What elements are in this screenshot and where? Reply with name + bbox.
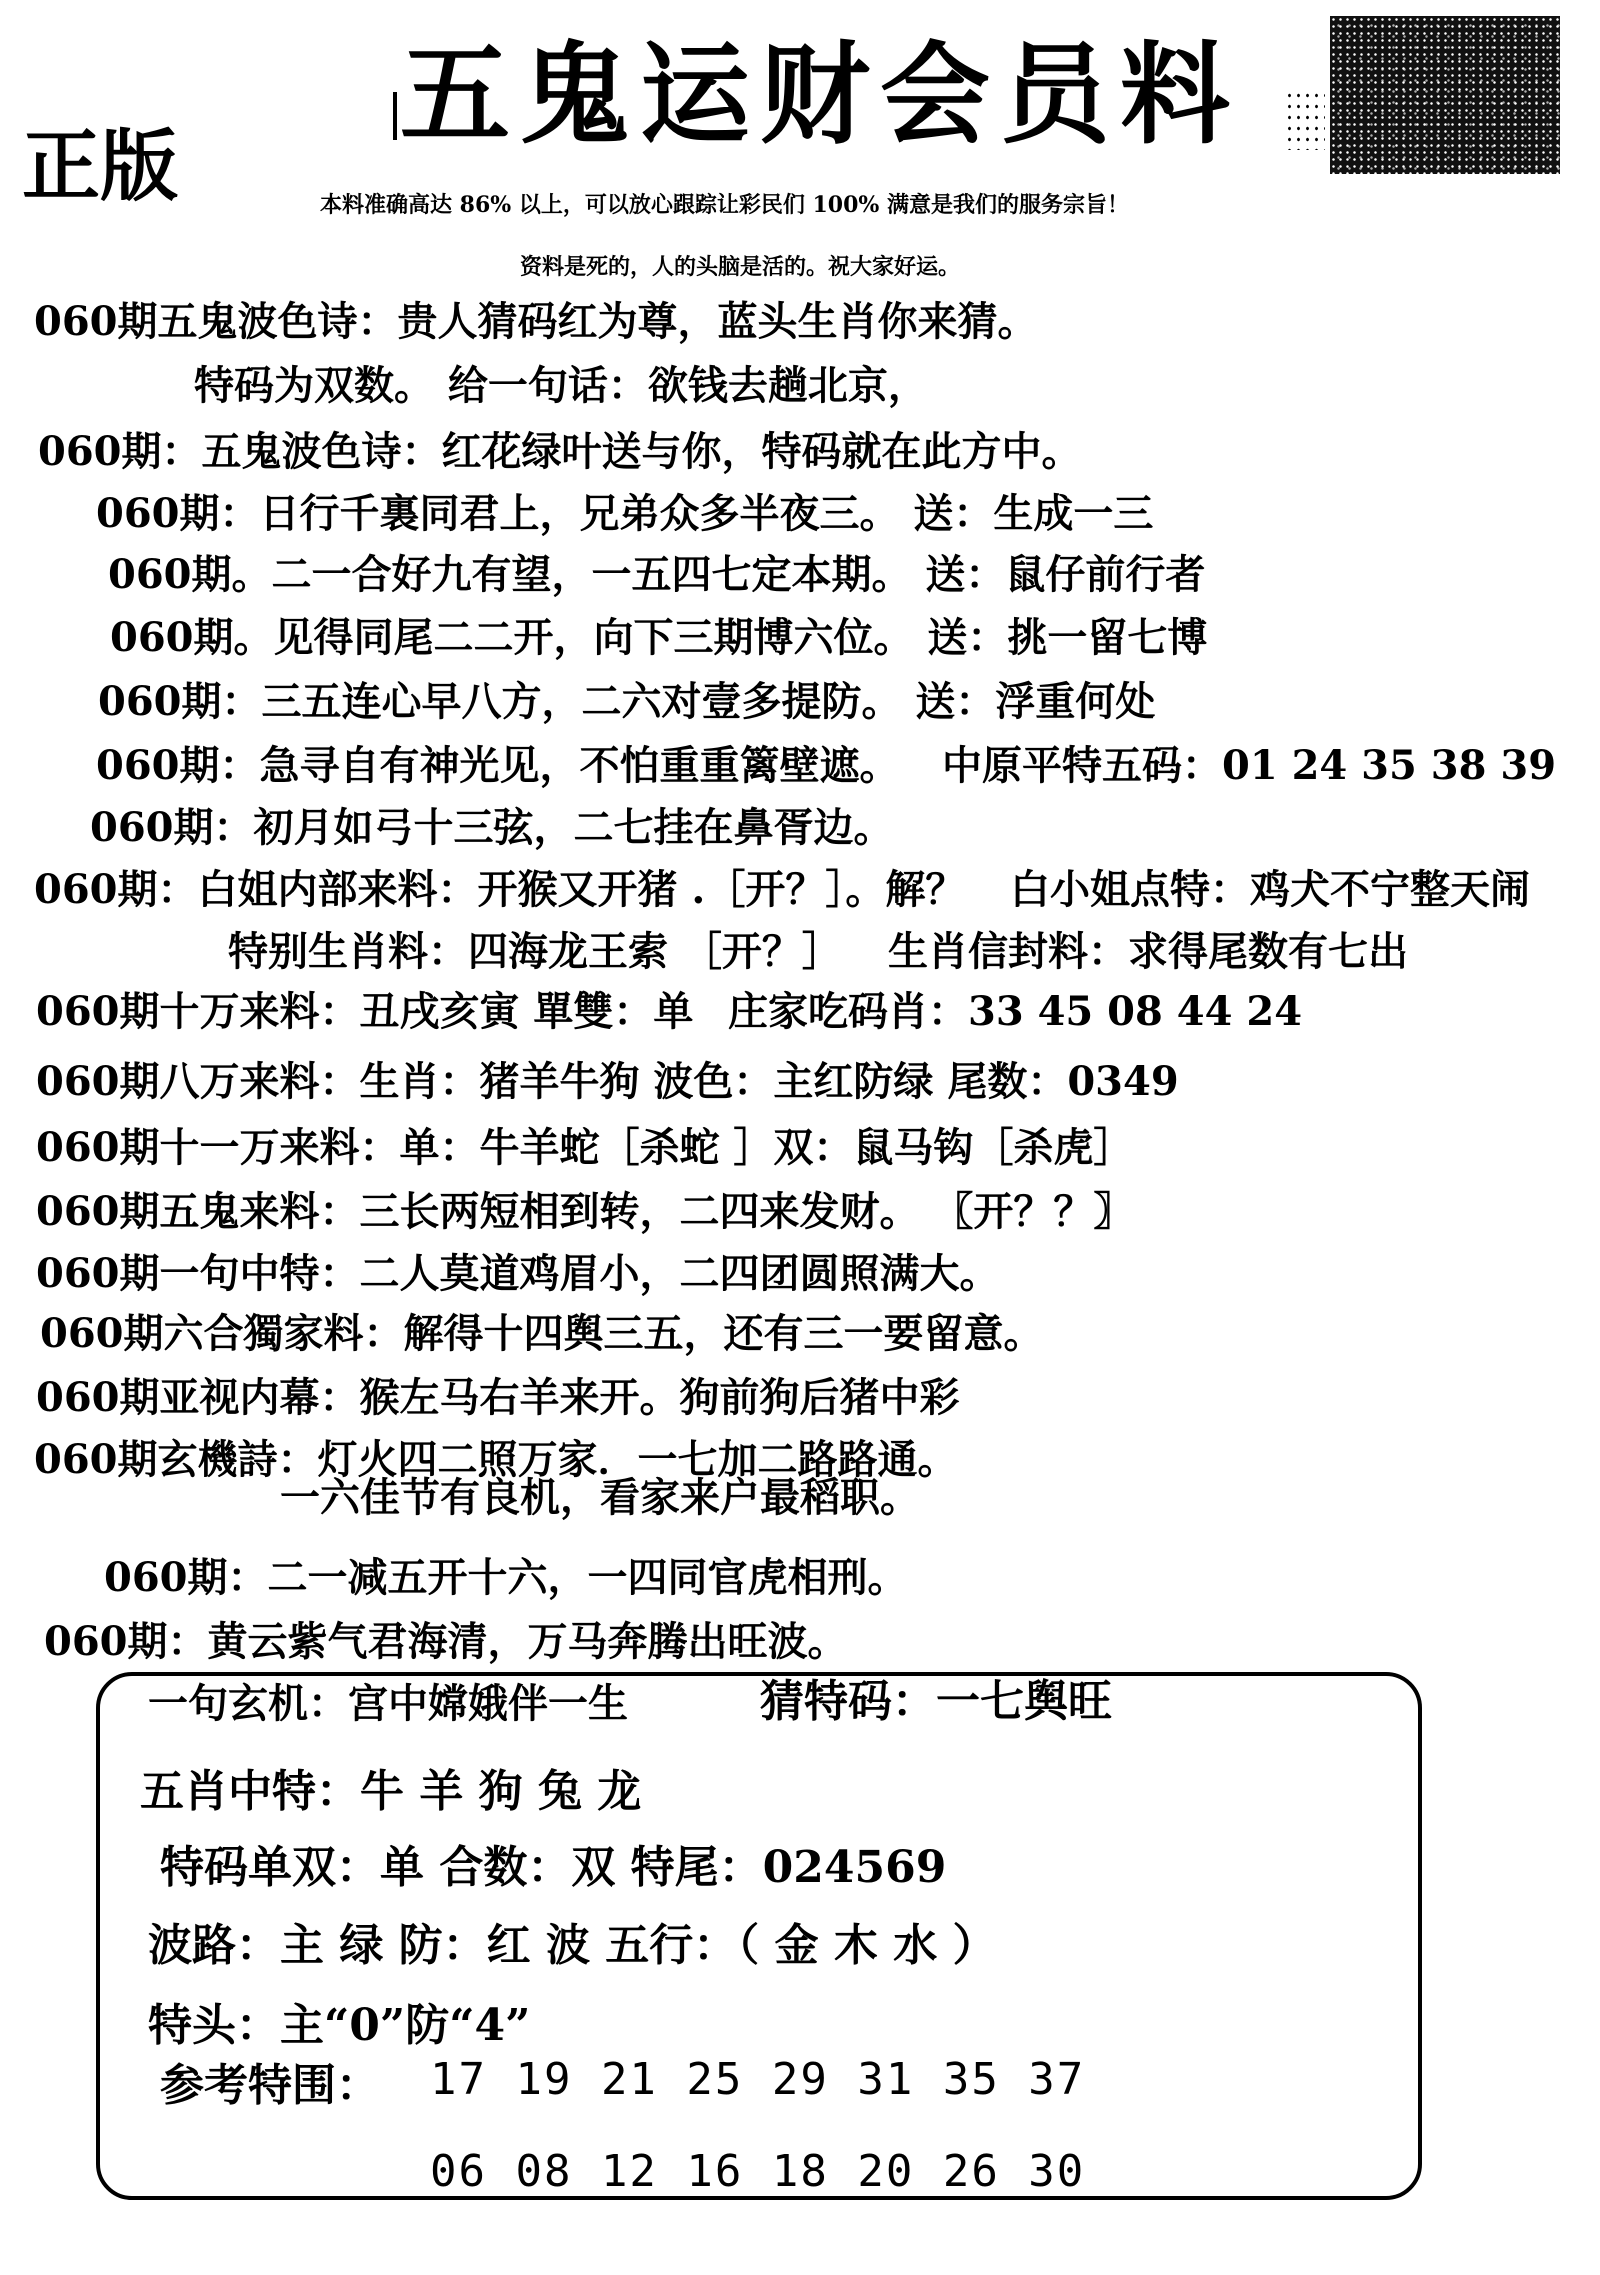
- list-item: 060期：三五连心早八方，二六对壹多提防。 送：浮重何处: [98, 678, 1156, 725]
- list-item: 060期玄機詩：灯火四二照万家．一七加二路路通。: [34, 1436, 958, 1483]
- list-item: 白小姐点特：鸡犬不宁整天闹: [1010, 866, 1530, 913]
- list-item: 中原平特五码：01 24 35 38 39: [942, 742, 1557, 789]
- list-item: 060期：日行千裏同君上，兄弟众多半夜三。 送：生成一三: [96, 490, 1154, 537]
- odd-even-line: 特码单双：单 合数：双 特尾：024569: [160, 1842, 947, 1893]
- title-bar-mark: [393, 92, 397, 140]
- list-item: 060期。见得同尾二二开，向下三期博六位。 送：挑一留七博: [110, 614, 1208, 661]
- list-item: 060期：白姐内部来料：开猴又开猪 .［开？］。解？: [34, 866, 966, 913]
- list-item: 060期：黄云紫气君海清，万马奔腾出旺波。: [44, 1618, 848, 1665]
- page-title: 五鬼运财会员料: [400, 30, 1240, 159]
- list-item: 060期五鬼来料：三长两短相到转，二四来发财。 〖开？？〗: [36, 1188, 1134, 1235]
- list-item: 庄家吃码肖：33 45 08 44 24: [728, 988, 1303, 1035]
- list-item: 060期：初月如弓十三弦，二七挂在鼻胥边。: [90, 804, 894, 851]
- five-zodiac-line: 五肖中特：牛 羊 狗 兔 龙: [140, 1766, 642, 1817]
- list-item: 060期十万来料：丑戌亥寅 單雙：单: [36, 988, 694, 1035]
- subtitle-luck: 资料是死的，人的头脑是活的。祝大家好运。: [520, 254, 961, 280]
- list-item: 060期十一万来料：单：牛羊蛇［杀蛇 ］双：鼠马钩［杀虎］: [36, 1124, 1134, 1171]
- list-item: 一六佳节有良机，看家来户最稻职。: [280, 1474, 920, 1521]
- list-item: 060期五鬼波色诗：贵人猜码红为尊，蓝头生肖你来猜。: [34, 298, 1038, 345]
- list-item: 060期：二一减五开十六，一四同官虎相刑。: [104, 1554, 908, 1601]
- subtitle-accuracy: 本料准确高达 86% 以上，可以放心跟踪让彩民们 100% 满意是我们的服务宗旨！: [320, 192, 1129, 218]
- edition-label: 正版: [22, 121, 179, 212]
- list-item: 060期八万来料：生肖：猪羊牛狗 波色：主红防绿 尾数：0349: [36, 1058, 1179, 1105]
- list-item: 生肖信封料：求得尾数有七出: [888, 928, 1408, 975]
- reference-row-2: 06 08 12 16 18 20 26 30: [430, 2146, 1086, 2197]
- list-item: 060期一句中特：二人莫道鸡眉小，二四团圆照满大。: [36, 1250, 1000, 1297]
- list-item: 特别生肖料：四海龙王索 ［开？］: [228, 928, 842, 975]
- reference-row-1: 17 19 21 25 29 31 35 37: [430, 2054, 1086, 2105]
- list-item: 060期六合獨家料：解得十四舆三五，还有三一要留意。: [40, 1310, 1044, 1357]
- qr-code-image: [1330, 16, 1560, 174]
- special-head-line: 特头：主“0”防“4”: [148, 2000, 531, 2051]
- list-item: 060期：五鬼波色诗：红花绿叶送与你，特码就在此方中。: [38, 428, 1082, 475]
- list-item: 特码为双数。 给一句话：欲钱去趟北京，: [194, 362, 928, 409]
- list-item: 060期亚视内幕：猴左马右羊来开。狗前狗后猪中彩: [36, 1374, 960, 1421]
- reference-label: 参考特围：: [160, 2060, 380, 2111]
- guess-code-line: 猜特码：一七舆旺: [760, 1676, 1112, 1727]
- wave-path-line: 波路：主 绿 防：红 波 五行：（ 金 木 水 ）: [148, 1920, 997, 1971]
- list-item: 060期。二一合好九有望，一五四七定本期。 送：鼠仔前行者: [108, 551, 1206, 598]
- list-item: 060期：急寻自有神光见，不怕重重篱壁遮。: [96, 742, 900, 789]
- qr-noise-dots: [1285, 90, 1325, 150]
- xuanji-line: 一句玄机：宫中嫦娥伴一生: [148, 1680, 628, 1727]
